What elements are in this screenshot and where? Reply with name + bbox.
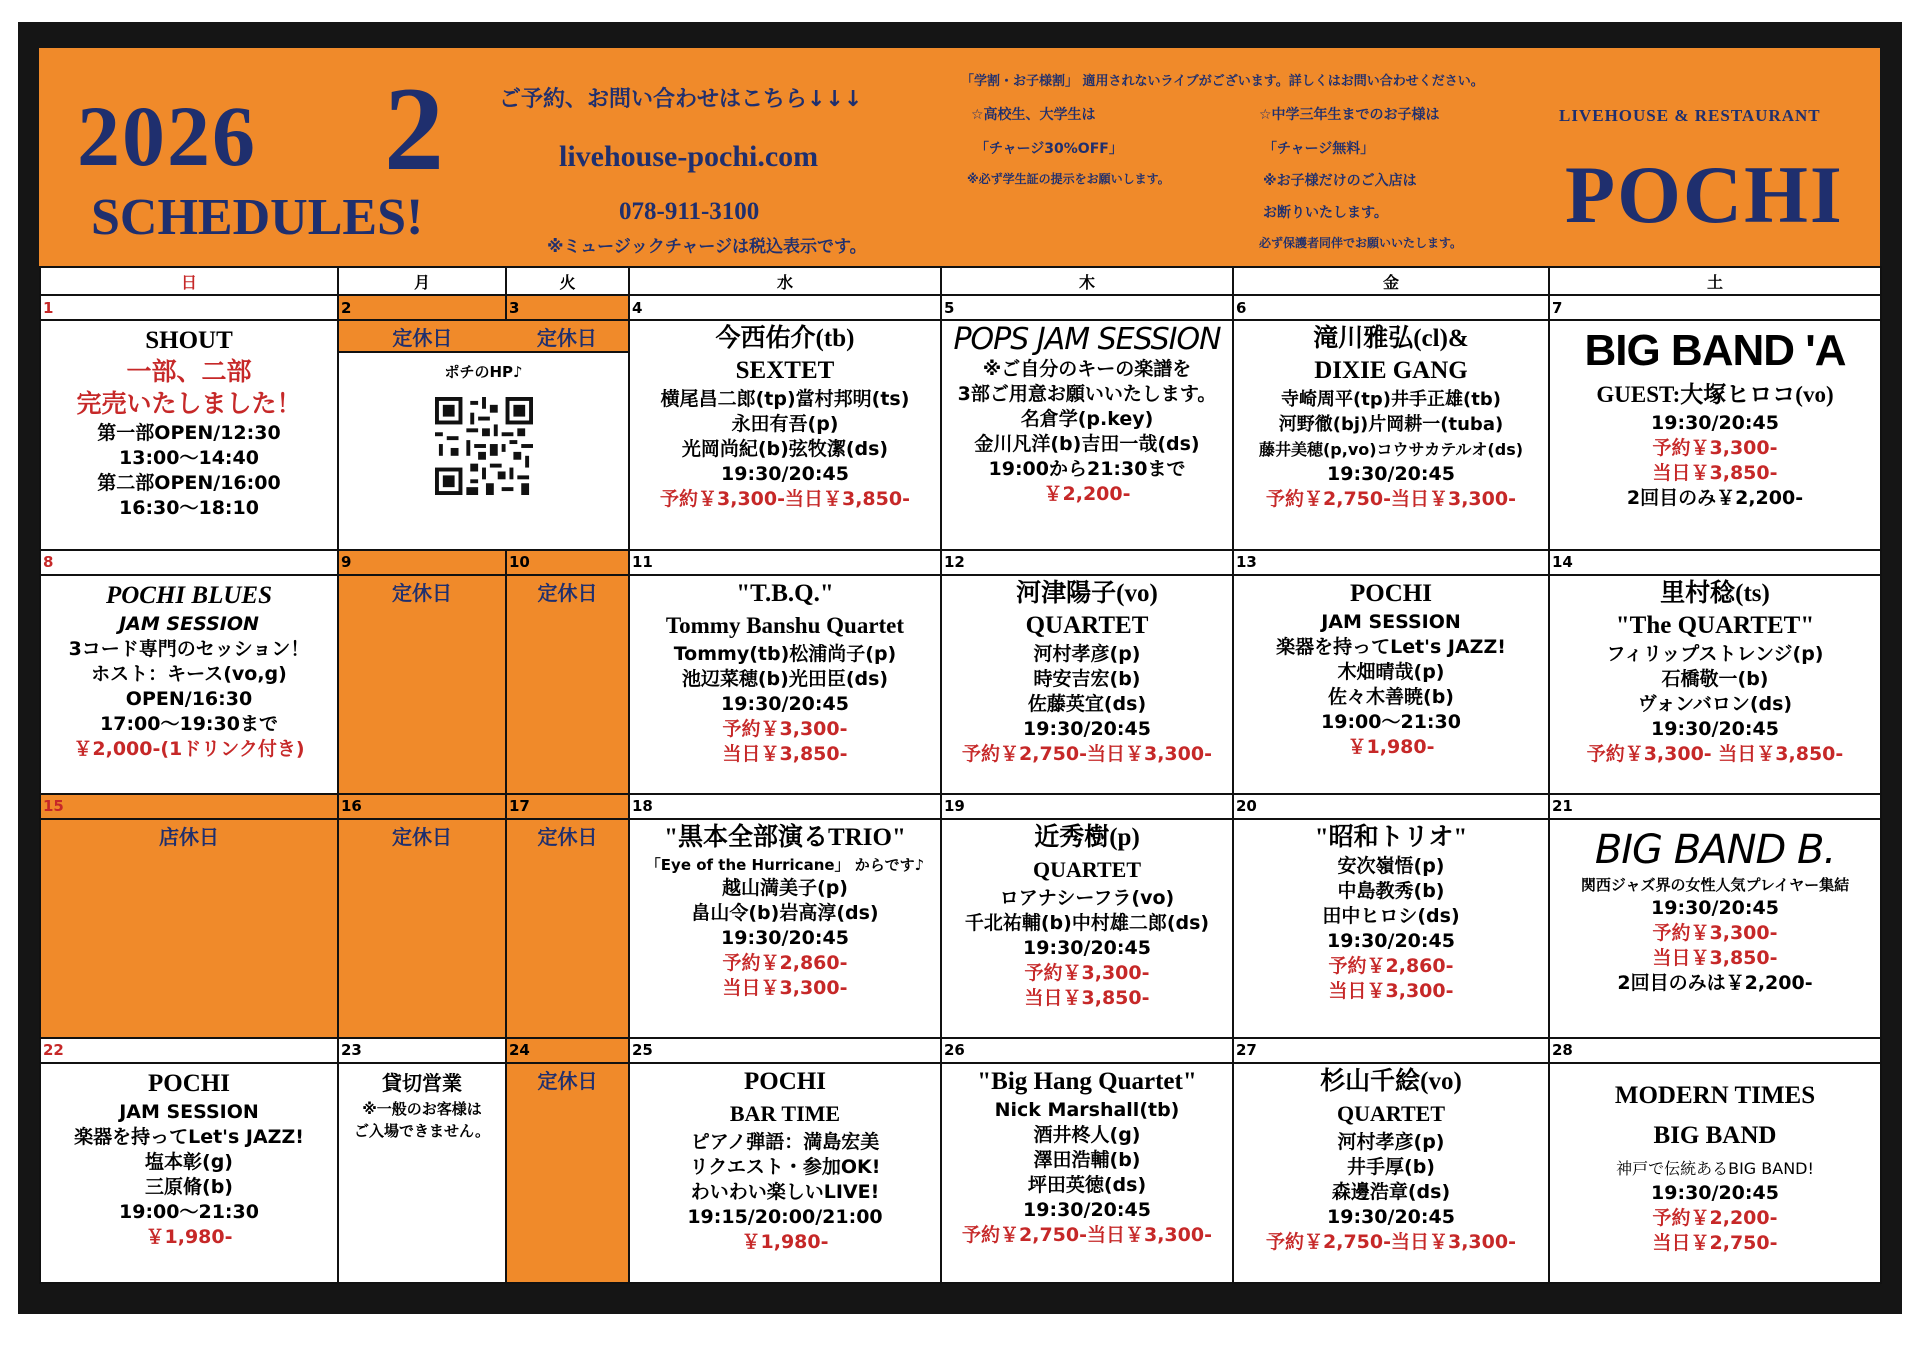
event-line: 横尾昌二郎(tp)當村邦明(ts) bbox=[660, 388, 910, 411]
event-time: 19:30/20:45 bbox=[1651, 717, 1779, 740]
notice-top: 「学割・お子様割」 適用されないライブがございます。詳しくはお問い合わせください。 bbox=[961, 74, 1484, 89]
event-price-door: 当日￥3,850- bbox=[1652, 462, 1778, 485]
closed-feb-9 bbox=[338, 575, 506, 794]
event-subtitle: SEXTET bbox=[735, 357, 835, 385]
event-price: ￥2,200- bbox=[1043, 483, 1131, 506]
event-line: 佐藤英宜(ds) bbox=[1027, 692, 1147, 715]
event-price: ￥2,000-(1ドリンク付き) bbox=[73, 737, 305, 760]
event-subtitle: QUARTET bbox=[1336, 1100, 1446, 1126]
event-feb-27 bbox=[1233, 1063, 1549, 1283]
year: 2026 bbox=[77, 88, 257, 184]
date-21: 21 bbox=[1549, 794, 1881, 819]
event-subtitle: JAM SESSION bbox=[119, 1100, 259, 1123]
event-price-door: 当日￥3,300- bbox=[722, 976, 848, 999]
event-line: 越山満美子(p) bbox=[722, 876, 848, 899]
event-feb-6 bbox=[1233, 320, 1549, 549]
event-price: ￥1,980- bbox=[1347, 735, 1435, 758]
event-note: 「Eye of the Hurricane」 からです♪ bbox=[645, 855, 925, 874]
event-time: 19:30/20:45 bbox=[1327, 929, 1455, 952]
event-title: BIG BAND 'A bbox=[1584, 326, 1846, 376]
notice-right-4: お断りいたします。 bbox=[1263, 205, 1388, 221]
event-title: "黒本全部演るTRIO" bbox=[664, 823, 906, 851]
event-feb-5 bbox=[941, 320, 1233, 549]
contact-lead: ご予約、お問い合わせはこちら↓↓↓ bbox=[499, 87, 863, 112]
date-row-3 bbox=[40, 794, 1881, 819]
event-time: 19:30/20:45 bbox=[1651, 1181, 1779, 1204]
tax-note: ※ミュージックチャージは税込表示です。 bbox=[547, 237, 867, 257]
event-price-door: 当日￥3,850- bbox=[722, 742, 848, 765]
weekday-fri: 金 bbox=[1233, 267, 1549, 295]
weekday-sat: 土 bbox=[1549, 267, 1881, 295]
event-line: 塩本彰(g) bbox=[145, 1150, 233, 1173]
event-line: 中島教秀(b) bbox=[1337, 879, 1445, 902]
event-row-3 bbox=[40, 819, 1881, 1038]
closed-label: 定休日 bbox=[537, 1068, 598, 1093]
event-price: 予約￥3,300- 当日￥3,850- bbox=[1586, 742, 1844, 765]
notice-right-1: ☆中学三年生までのお子様は bbox=[1259, 107, 1440, 123]
date-16: 16 bbox=[338, 794, 506, 819]
weekday-tue: 火 bbox=[506, 267, 629, 295]
event-line: フィリップストレンジ(p) bbox=[1606, 642, 1824, 665]
event-line: 金川凡洋(b)吉田一哉(ds) bbox=[974, 433, 1200, 456]
event-line: 永田有吾(p) bbox=[731, 413, 839, 436]
event-title: 今西佑介(tb) bbox=[715, 325, 855, 353]
date-8: 8 bbox=[40, 550, 338, 575]
event-note: 神戸で伝統あるBIG BAND! bbox=[1616, 1158, 1814, 1178]
event-time: 19:00から21:30まで bbox=[988, 458, 1186, 481]
event-title: "T.B.Q." bbox=[736, 579, 834, 607]
event-time: 19:30/20:45 bbox=[721, 926, 849, 949]
event-time: 19:30/20:45 bbox=[1023, 1198, 1151, 1221]
event-price-door: 当日￥3,850- bbox=[1652, 946, 1778, 969]
date-24: 24 bbox=[506, 1038, 629, 1063]
event-time: 19:30/20:45 bbox=[1651, 412, 1779, 435]
event-title: 河津陽子(vo) bbox=[1016, 579, 1158, 607]
event-feb-8 bbox=[40, 575, 338, 794]
event-subtitle: "The QUARTET" bbox=[1615, 611, 1815, 639]
event-line: 第二部OPEN/16:00 bbox=[97, 472, 281, 495]
date-4: 4 bbox=[629, 295, 941, 320]
event-price-advance: 予約￥3,300- bbox=[722, 717, 848, 740]
event-line: 光岡尚紀(b)弦牧潔(ds) bbox=[681, 438, 889, 461]
calendar-grid bbox=[39, 266, 1882, 1284]
event-guest: GUEST:大塚ヒロコ(vo) bbox=[1596, 382, 1834, 408]
event-time: 19:00～21:30 bbox=[1321, 710, 1461, 733]
closed-label: 定休日 bbox=[537, 580, 598, 605]
date-9: 9 bbox=[338, 550, 506, 575]
date-row-2 bbox=[40, 550, 1881, 575]
hp-label: ポチのHP♪ bbox=[444, 363, 523, 382]
event-title: 杉山千絵(vo) bbox=[1320, 1067, 1462, 1095]
event-price-second: 2回目のみは￥2,200- bbox=[1617, 971, 1813, 994]
event-sold-out-2: 完売いたしました！ bbox=[76, 391, 302, 419]
event-line: OPEN/16:30 bbox=[125, 687, 253, 710]
date-11: 11 bbox=[629, 550, 941, 575]
event-feb-28 bbox=[1549, 1063, 1881, 1283]
closed-feb-24 bbox=[506, 1063, 629, 1283]
schedules-title: SCHEDULES! bbox=[91, 189, 424, 246]
event-line: 森邊浩章(ds) bbox=[1331, 1180, 1451, 1203]
hp-qr-cell bbox=[338, 320, 629, 549]
event-time: 19:30/20:45 bbox=[1023, 717, 1151, 740]
date-15: 15 bbox=[40, 794, 338, 819]
venue-logo-text: POCHI bbox=[1565, 149, 1844, 240]
event-price-advance: 予約￥3,300- bbox=[1652, 437, 1778, 460]
event-line: 澤田浩輔(b) bbox=[1033, 1148, 1141, 1171]
event-line: 酒井柊人(g) bbox=[1033, 1123, 1141, 1146]
event-line: 第一部OPEN/12:30 bbox=[97, 422, 281, 445]
event-price: 予約￥3,300-当日￥3,850- bbox=[660, 488, 910, 511]
private-note-2: ご入場できません。 bbox=[354, 1121, 490, 1140]
notice-left-1: ☆高校生、大学生は bbox=[971, 107, 1096, 123]
event-title: POPS JAM SESSION bbox=[953, 323, 1221, 358]
event-line: ロアナシーフラ(vo) bbox=[999, 886, 1175, 909]
event-row-1 bbox=[40, 320, 1881, 549]
event-subtitle: DIXIE GANG bbox=[1314, 357, 1468, 385]
date-row-1 bbox=[40, 295, 1881, 320]
event-feb-13 bbox=[1233, 575, 1549, 794]
event-line: 佐々木善暁(b) bbox=[1328, 685, 1454, 708]
event-feb-4 bbox=[629, 320, 941, 549]
event-feb-26 bbox=[941, 1063, 1233, 1283]
event-line: 井手厚(b) bbox=[1347, 1155, 1435, 1178]
event-line: 木畑晴哉(p) bbox=[1337, 660, 1445, 683]
event-line: 河村孝彦(p) bbox=[1337, 1130, 1445, 1153]
event-price: 予約￥2,750-当日￥3,300- bbox=[962, 742, 1212, 765]
event-subtitle: BIG BAND bbox=[1653, 1121, 1777, 1149]
event-line: 楽器を持ってLet's JAZZ! bbox=[74, 1125, 304, 1148]
event-line: 坪田英徳(ds) bbox=[1027, 1173, 1147, 1196]
event-feb-21 bbox=[1549, 819, 1881, 1038]
event-title: "昭和トリオ" bbox=[1314, 823, 1468, 851]
event-feb-22 bbox=[40, 1063, 338, 1283]
date-2: 2 bbox=[338, 295, 506, 320]
event-time: 19:30/20:45 bbox=[721, 463, 849, 486]
weekday-sun: 日 bbox=[40, 267, 338, 295]
date-27: 27 bbox=[1233, 1038, 1549, 1063]
event-line: ※ご自分のキーの楽譜を bbox=[982, 358, 1192, 381]
date-10: 10 bbox=[506, 550, 629, 575]
event-line: 三原脩(b) bbox=[145, 1175, 233, 1198]
event-time: 19:30/20:45 bbox=[1327, 463, 1455, 486]
event-feb-20 bbox=[1233, 819, 1549, 1038]
event-title: POCHI BLUES bbox=[105, 581, 272, 609]
notice-right-2: 「チャージ無料」 bbox=[1263, 141, 1375, 157]
closed-label: 定休日 bbox=[537, 824, 598, 849]
venue-tagline: LIVEHOUSE & RESTAURANT bbox=[1559, 106, 1821, 125]
event-price: 予約￥2,750-当日￥3,300- bbox=[1266, 1230, 1516, 1253]
private-note-1: ※一般のお客様は bbox=[362, 1099, 482, 1118]
event-subtitle: QUARTET bbox=[1025, 611, 1149, 639]
event-price-advance: 予約￥3,300- bbox=[1652, 921, 1778, 944]
closed-label: 定休日 bbox=[392, 580, 452, 605]
closed-label-feb-2: 定休日 bbox=[392, 326, 453, 351]
event-line: 河村孝彦(p) bbox=[1033, 642, 1141, 665]
event-line: 13:00～14:40 bbox=[119, 447, 259, 470]
event-line: ピアノ弾語：満島宏美 bbox=[690, 1130, 880, 1153]
event-price: 予約￥2,750-当日￥3,300- bbox=[962, 1223, 1212, 1246]
date-1: 1 bbox=[40, 295, 338, 320]
event-subtitle: QUARTET bbox=[1032, 856, 1142, 882]
event-subtitle: Tommy Banshu Quartet bbox=[665, 612, 905, 638]
event-title: POCHI bbox=[744, 1067, 826, 1095]
event-line: ヴォンバロン(ds) bbox=[1637, 692, 1793, 715]
event-price: ￥1,980- bbox=[741, 1230, 829, 1253]
header-banner bbox=[39, 48, 1880, 266]
closed-label: 定休日 bbox=[392, 824, 452, 849]
event-line: 名倉学(p.key) bbox=[1020, 408, 1154, 431]
event-row-4 bbox=[40, 1063, 1881, 1283]
notice-right-5: 必ず保護者同伴でお願いいたします。 bbox=[1259, 236, 1463, 250]
date-26: 26 bbox=[941, 1038, 1233, 1063]
private-event-feb-23 bbox=[338, 1063, 506, 1283]
event-title: BIG BAND B. bbox=[1594, 826, 1836, 873]
date-7: 7 bbox=[1549, 295, 1881, 320]
event-price-advance: 予約￥2,200- bbox=[1652, 1206, 1778, 1229]
event-line: 石橋敬一(b) bbox=[1661, 667, 1769, 690]
poster-frame bbox=[18, 22, 1902, 1314]
event-feb-14 bbox=[1549, 575, 1881, 794]
date-14: 14 bbox=[1549, 550, 1881, 575]
event-line: 千北祐輔(b)中村雄二郎(ds) bbox=[964, 911, 1210, 934]
event-time: 19:30/20:45 bbox=[1327, 1205, 1455, 1228]
date-28: 28 bbox=[1549, 1038, 1881, 1063]
event-line: ホスト：キース(vo,g) bbox=[91, 662, 287, 685]
closed-feb-10 bbox=[506, 575, 629, 794]
event-line: 楽器を持ってLet's JAZZ! bbox=[1276, 635, 1506, 658]
event-price-advance: 予約￥2,860- bbox=[722, 951, 848, 974]
date-19: 19 bbox=[941, 794, 1233, 819]
notice-right-3: ※お子様だけのご入店は bbox=[1263, 173, 1417, 189]
event-time: 17:00～19:30まで bbox=[100, 712, 278, 735]
event-row-2 bbox=[40, 575, 1881, 794]
date-5: 5 bbox=[941, 295, 1233, 320]
event-subtitle: JAM SESSION bbox=[119, 612, 259, 635]
event-time: 19:30/20:45 bbox=[1023, 936, 1151, 959]
private-title: 貸切営業 bbox=[382, 1070, 462, 1095]
weekday-mon: 月 bbox=[338, 267, 506, 295]
website-link[interactable]: livehouse-pochi.com bbox=[559, 140, 819, 173]
event-price-door: 当日￥3,850- bbox=[1024, 986, 1150, 1009]
store-holiday-label: 店休日 bbox=[159, 824, 219, 849]
event-title: 近秀樹(p) bbox=[1034, 823, 1140, 851]
event-price-door: 当日￥3,300- bbox=[1328, 979, 1454, 1002]
event-line: わいわい楽しいLIVE! bbox=[690, 1180, 880, 1203]
event-line: 16:30～18:10 bbox=[119, 497, 259, 520]
weekday-thu: 木 bbox=[941, 267, 1233, 295]
store-holiday-feb-15 bbox=[40, 819, 338, 1038]
event-line: 池辺菜穂(b)光田臣(ds) bbox=[681, 667, 889, 690]
event-feb-1 bbox=[40, 320, 338, 549]
event-title: POCHI bbox=[148, 1069, 230, 1097]
event-line: 寺崎周平(tp)井手正雄(tb) bbox=[1281, 389, 1501, 411]
date-22: 22 bbox=[40, 1038, 338, 1063]
event-subtitle: BAR TIME bbox=[729, 1100, 841, 1126]
event-note: 関西ジャズ界の女性人気プレイヤー集結 bbox=[1580, 875, 1850, 894]
event-line: 河野徹(bj)片岡耕一(tuba) bbox=[1278, 414, 1504, 436]
closed-label-feb-3: 定休日 bbox=[536, 326, 597, 351]
event-feb-18 bbox=[629, 819, 941, 1038]
event-price: 予約￥2,750-当日￥3,300- bbox=[1266, 488, 1516, 511]
phone-number[interactable]: 078-911-3100 bbox=[619, 198, 760, 225]
event-time: 19:00～21:30 bbox=[119, 1200, 259, 1223]
event-line: 田中ヒロシ(ds) bbox=[1322, 904, 1460, 927]
event-sold-out-1: 一部、二部 bbox=[126, 359, 252, 387]
date-6: 6 bbox=[1233, 295, 1549, 320]
event-time: 19:30/20:45 bbox=[1651, 896, 1779, 919]
event-title: MODERN TIMES bbox=[1614, 1081, 1816, 1109]
event-line: 安次嶺悟(p) bbox=[1337, 854, 1445, 877]
event-feb-19 bbox=[941, 819, 1233, 1038]
month: 2 bbox=[384, 62, 444, 195]
event-feb-7 bbox=[1549, 320, 1881, 549]
weekday-wed: 水 bbox=[629, 267, 941, 295]
date-20: 20 bbox=[1233, 794, 1549, 819]
closed-feb-17 bbox=[506, 819, 629, 1038]
date-13: 13 bbox=[1233, 550, 1549, 575]
event-feb-12 bbox=[941, 575, 1233, 794]
schedule-sheet bbox=[39, 48, 1880, 1284]
date-3: 3 bbox=[506, 295, 629, 320]
event-line: 藤井美穂(p,vo)コウサカテルオ(ds) bbox=[1258, 440, 1524, 460]
event-price: ￥1,980- bbox=[145, 1225, 233, 1248]
date-25: 25 bbox=[629, 1038, 941, 1063]
weekday-header-row bbox=[40, 267, 1881, 295]
date-row-4 bbox=[40, 1038, 1881, 1063]
event-price-door: 当日￥2,750- bbox=[1652, 1231, 1778, 1254]
event-price-advance: 予約￥3,300- bbox=[1024, 961, 1150, 984]
event-line: リクエスト・参加OK! bbox=[689, 1155, 881, 1178]
event-price-second: 2回目のみ￥2,200- bbox=[1626, 487, 1804, 510]
date-23: 23 bbox=[338, 1038, 506, 1063]
event-line: Tommy(tb)松浦尚子(p) bbox=[673, 642, 897, 665]
event-time: 19:15/20:00/21:00 bbox=[687, 1205, 883, 1228]
event-price-advance: 予約￥2,860- bbox=[1328, 954, 1454, 977]
event-line: 3部ご用意お願いいたします。 bbox=[957, 383, 1217, 406]
event-feb-11 bbox=[629, 575, 941, 794]
event-line: 3コード専門のセッション！ bbox=[68, 637, 310, 660]
notice-left-2: 「チャージ30%OFF」 bbox=[975, 141, 1123, 157]
event-line: 時安吉宏(b) bbox=[1033, 667, 1141, 690]
event-subtitle: JAM SESSION bbox=[1321, 610, 1461, 633]
date-17: 17 bbox=[506, 794, 629, 819]
event-title: SHOUT bbox=[145, 327, 233, 355]
date-12: 12 bbox=[941, 550, 1233, 575]
event-title: 滝川雅弘(cl)& bbox=[1313, 325, 1469, 353]
date-18: 18 bbox=[629, 794, 941, 819]
event-title: 里村稔(ts) bbox=[1660, 579, 1770, 607]
event-time: 19:30/20:45 bbox=[721, 692, 849, 715]
event-line: Nick Marshall(tb) bbox=[994, 1098, 1180, 1121]
event-line: 畠山令(b)岩高淳(ds) bbox=[691, 901, 879, 924]
event-title: "Big Hang Quartet" bbox=[977, 1067, 1197, 1095]
qr-code-icon[interactable] bbox=[435, 397, 533, 495]
event-title: POCHI bbox=[1350, 579, 1432, 607]
notice-left-3: ※必ず学生証の提示をお願いします。 bbox=[967, 172, 1170, 186]
event-feb-25 bbox=[629, 1063, 941, 1283]
closed-feb-16 bbox=[338, 819, 506, 1038]
